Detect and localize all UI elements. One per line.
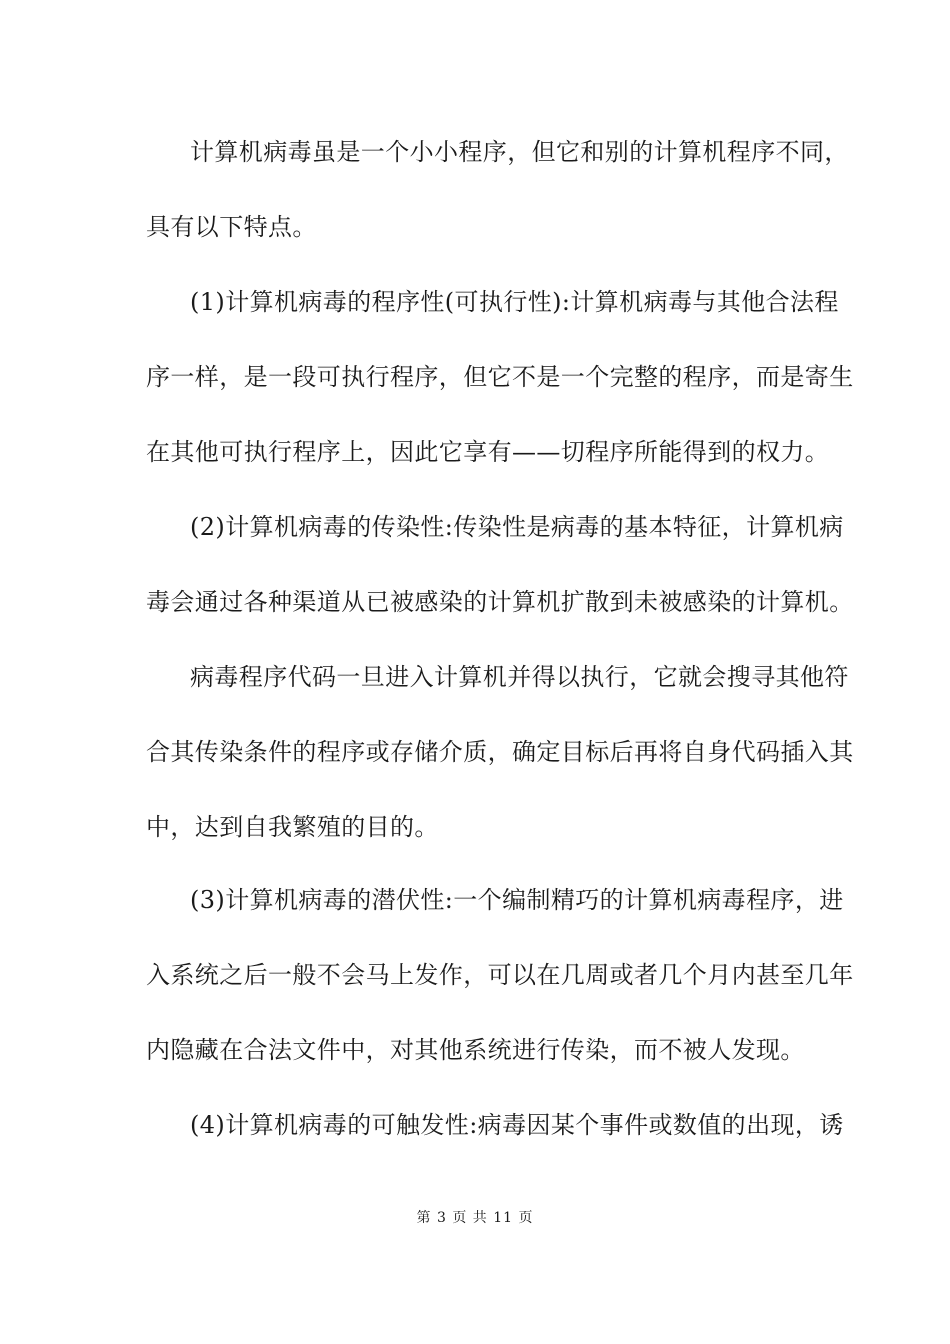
text-line: (2)计算机病毒的传染性:传染性是病毒的基本特征，计算机病 [190, 513, 844, 541]
text-line: 内隐藏在合法文件中，对其他系统进行传染，而不被人发现。 [146, 1036, 805, 1064]
page-footer [0, 1209, 950, 1227]
text-line: 病毒程序代码一旦进入计算机并得以执行，它就会搜寻其他符 [190, 663, 849, 691]
text-line: 序一样，是一段可执行程序，但它不是一个完整的程序，而是寄生 [146, 363, 854, 391]
text-line: (1)计算机病毒的程序性(可执行性):计算机病毒与其他合法程 [190, 288, 839, 316]
text-line: 具有以下特点。 [146, 213, 317, 241]
page-number: 3 [436, 1210, 447, 1226]
text-line: 合其传染条件的程序或存储介质，确定目标后再将自身代码插入其 [146, 738, 854, 766]
text-line: (3)计算机病毒的潜伏性:一个编制精巧的计算机病毒程序，进 [190, 886, 844, 914]
text-line: 在其他可执行程序上，因此它享有——切程序所能得到的权力。 [146, 438, 830, 466]
text-line: 毒会通过各种渠道从已被感染的计算机扩散到未被感染的计算机。 [146, 588, 854, 616]
text-line: (4)计算机病毒的可触发性:病毒因某个事件或数值的出现，诱 [190, 1111, 844, 1139]
text-line: 入系统之后一般不会马上发作，可以在几周或者几个月内甚至几年 [146, 961, 854, 989]
footer-suffix: 页 [518, 1210, 534, 1226]
text-line: 中，达到自我繁殖的目的。 [146, 813, 439, 841]
footer-middle: 页 共 [452, 1210, 488, 1226]
footer-prefix: 第 [416, 1210, 432, 1226]
page-total: 11 [493, 1210, 514, 1226]
text-line: 计算机病毒虽是一个小小程序，但它和别的计算机程序不同， [190, 138, 849, 166]
